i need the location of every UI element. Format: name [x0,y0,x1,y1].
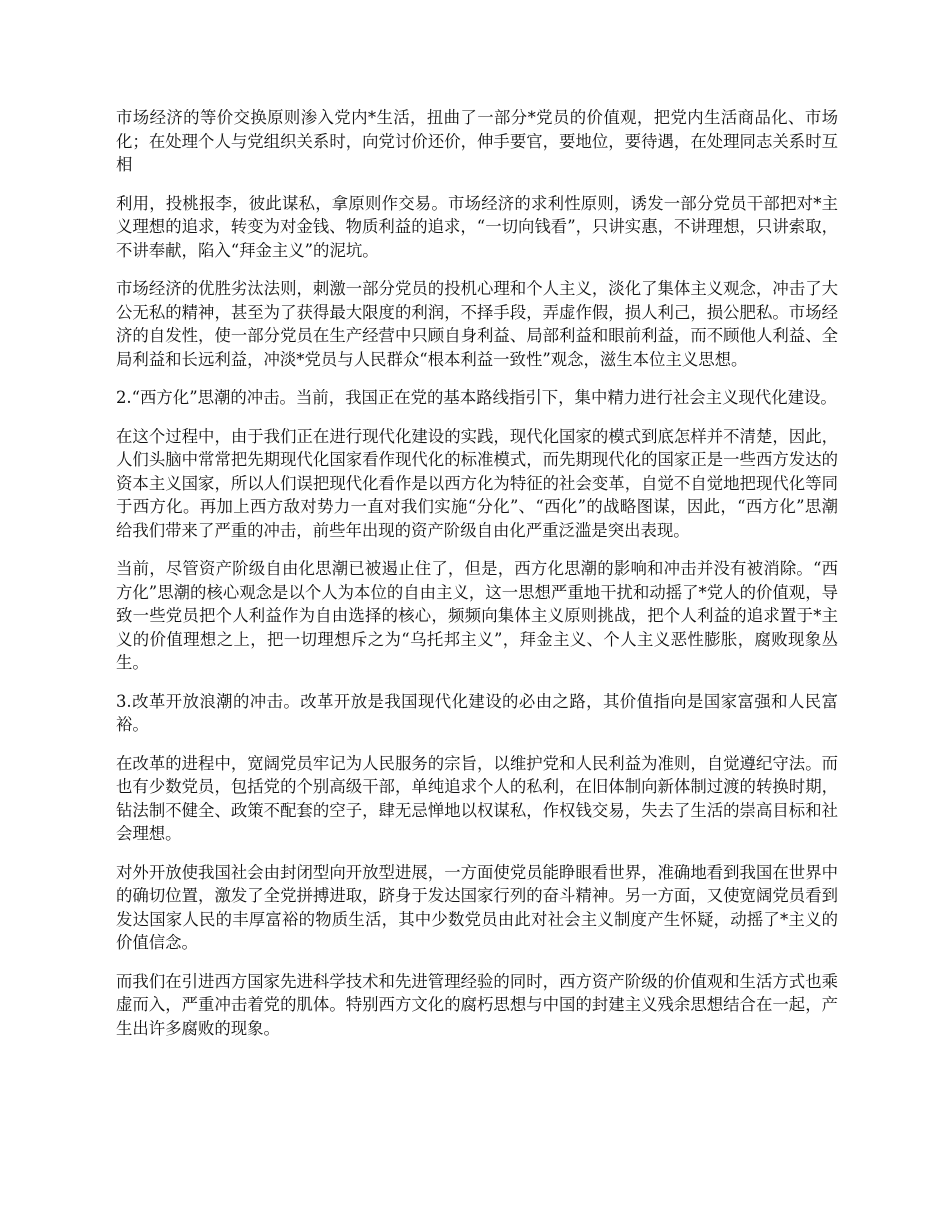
paragraph-8: 在改革的进程中，宽阔党员牢记为人民服务的宗旨，以维护党和人民利益为准则，自觉遵纪守法。而也有少数党员，包括党的个别高级干部，单纯追求个人的私利，在旧体制向新体制过渡的转换时期，钻法制不健全、政策不配套的空子，肆无忌惮地以权谋私，作权钱交易，失去了生活的崇高目标和社会理想。 [116,753,838,843]
document-body [116,106,838,1055]
section-heading-reform-opening: 3.改革开放浪潮的冲击。改革开放是我国现代化建设的必由之路，其价值指向是国家富强和人民富裕。 [116,691,838,734]
section-heading-westernization: 2.“西方化”思潮的冲击。当前，我国正在党的基本路线指引下，集中精力进行社会主义现代化建设。 [116,388,837,407]
paragraph-10: 而我们在引进西方国家先进科学技术和先进管理经验的同时，西方资产阶级的价值观和生活方式也乘虚而入，严重冲击着党的肌体。特别西方文化的腐朽思想与中国的封建主义残余思想结合在一起，产生出许多腐败的现象。 [116,971,838,1038]
paragraph-1: 市场经济的等价交换原则渗入党内*生活，扭曲了一部分*党员的价值观，把党内生活商品化、市场化；在处理个人与党组织关系时，向党讨价还价，伸手要官，要地位，要待遇，在处理同志关系时互相 [116,108,838,174]
paragraph-9: 对外开放使我国社会由封闭型向开放型进展，一方面使党员能睁眼看世界，准确地看到我国在世界中的确切位置，激发了全党拼搏进取，跻身于发达国家行列的奋斗精神。另一方面，又使宽阔党员看到发达国家人民的丰厚富裕的物质生活，其中少数党员由此对社会主义制度产生怀疑，动摇了*主义的价值信念。 [116,862,838,952]
paragraph-2: 利用，投桃报李，彼此谋私，拿原则作交易。市场经济的求利性原则，诱发一部分党员干部把对*主义理想的追求，转变为对金钱、物质利益的追求，“一切向钱看”，只讲实惠，不讲理想，只讲索取，不讲奉献，陷入“拜金主义”的泥坑。 [116,193,838,260]
paragraph-5: 在这个过程中，由于我们正在进行现代化建设的实践，现代化国家的模式到底怎样并不清楚，因此，人们头脑中常常把先期现代化国家看作现代化的标准模式，而先期现代化的国家正是一些西方发达的资本主义国家，所以人们误把现代化看作是以西方化为特征的社会变革，自觉不自觉地把现代化等同于西方化。再加上西方敌对势力一直对我们实施“分化”、“西化”的战略图谋，因此，“西方化”思潮给我们带来了严重的冲击，前些年出现的资产阶级自由化严重泛滥是突出表现。 [116,426,838,540]
paragraph-3: 市场经济的优胜劣汰法则，刺激一部分党员的投机心理和个人主义，淡化了集体主义观念，冲击了大公无私的精神，甚至为了获得最大限度的利润，不择手段，弄虚作假，损人利己，损公肥私。市场经济的自发性，使一部分党员在生产经营中只顾自身利益、局部利益和眼前利益，而不顾他人利益、全局利益和长远利益，冲淡*党员与人民群众“根本利益一致性”观念，滋生本位主义思想。 [116,279,838,369]
paragraph-6: 当前，尽管资产阶级自由化思潮已被遏止住了，但是，西方化思潮的影响和冲击并没有被消除。“西方化”思潮的核心观念是以个人为本位的自由主义，这一思想严重地干扰和动摇了*党人的价值观，导致一些党员把个人利益作为自由选择的核心，频频向集体主义原则挑战，把个人利益的追求置于*主义的价值理想之上，把一切理想斥之为“乌托邦主义”，拜金主义、个人主义恶性膨胀，腐败现象丛生。 [116,559,838,672]
